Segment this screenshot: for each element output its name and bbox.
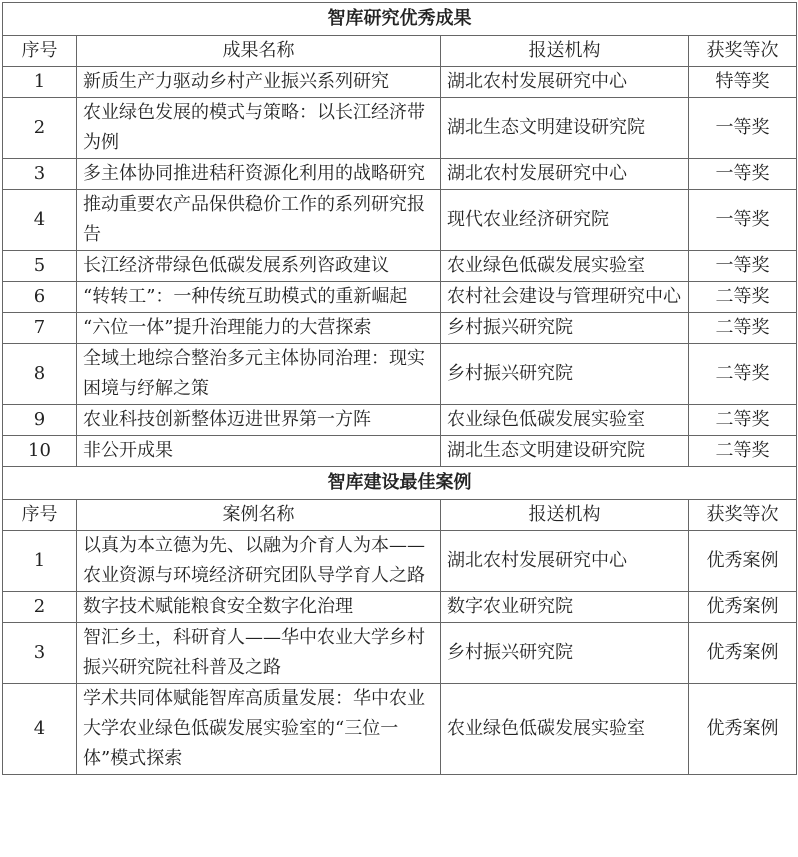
row-number: 3 <box>3 159 77 190</box>
award-level: 二等奖 <box>689 282 797 313</box>
row-number: 1 <box>3 531 77 592</box>
award-level: 二等奖 <box>689 313 797 344</box>
award-level: 特等奖 <box>689 67 797 98</box>
table-row <box>3 436 797 467</box>
section-title: 智库研究优秀成果 <box>3 3 797 36</box>
column-header-org: 报送机构 <box>441 36 689 67</box>
row-number: 3 <box>3 623 77 684</box>
submitting-org: 农业绿色低碳发展实验室 <box>441 684 689 775</box>
result-name: 推动重要农产品保供稳价工作的系列研究报告 <box>77 190 441 251</box>
header-row <box>3 36 797 67</box>
section-title: 智库建设最佳案例 <box>3 467 797 500</box>
table-row <box>3 282 797 313</box>
award-level: 优秀案例 <box>689 531 797 592</box>
result-name: 学术共同体赋能智库高质量发展：华中农业大学农业绿色低碳发展实验室的“三位一体”模式探索 <box>77 684 441 775</box>
table-row <box>3 190 797 251</box>
award-level: 二等奖 <box>689 344 797 405</box>
result-name: 全域土地综合整治多元主体协同治理：现实困境与纾解之策 <box>77 344 441 405</box>
result-name: 农业科技创新整体迈进世界第一方阵 <box>77 405 441 436</box>
row-number: 9 <box>3 405 77 436</box>
section-title-row <box>3 3 797 36</box>
column-header-no: 序号 <box>3 36 77 67</box>
table-row <box>3 623 797 684</box>
row-number: 8 <box>3 344 77 405</box>
submitting-org: 现代农业经济研究院 <box>441 190 689 251</box>
result-name: 长江经济带绿色低碳发展系列咨政建议 <box>77 251 441 282</box>
column-header-award: 获奖等次 <box>689 500 797 531</box>
row-number: 4 <box>3 190 77 251</box>
submitting-org: 乡村振兴研究院 <box>441 623 689 684</box>
submitting-org: 农村社会建设与管理研究中心 <box>441 282 689 313</box>
submitting-org: 湖北农村发展研究中心 <box>441 531 689 592</box>
submitting-org: 乡村振兴研究院 <box>441 344 689 405</box>
row-number: 1 <box>3 67 77 98</box>
table-row <box>3 159 797 190</box>
row-number: 2 <box>3 592 77 623</box>
column-header-no: 序号 <box>3 500 77 531</box>
result-name: “六位一体”提升治理能力的大营探索 <box>77 313 441 344</box>
submitting-org: 湖北农村发展研究中心 <box>441 159 689 190</box>
award-level: 二等奖 <box>689 436 797 467</box>
table-row <box>3 67 797 98</box>
table-row <box>3 405 797 436</box>
row-number: 4 <box>3 684 77 775</box>
award-level: 一等奖 <box>689 159 797 190</box>
row-number: 5 <box>3 251 77 282</box>
section-title-row <box>3 467 797 500</box>
award-level: 优秀案例 <box>689 623 797 684</box>
award-level: 一等奖 <box>689 98 797 159</box>
result-name: 农业绿色发展的模式与策略：以长江经济带为例 <box>77 98 441 159</box>
award-level: 二等奖 <box>689 405 797 436</box>
row-number: 7 <box>3 313 77 344</box>
submitting-org: 数字农业研究院 <box>441 592 689 623</box>
table-row <box>3 251 797 282</box>
submitting-org: 农业绿色低碳发展实验室 <box>441 251 689 282</box>
result-name: 非公开成果 <box>77 436 441 467</box>
submitting-org: 湖北生态文明建设研究院 <box>441 436 689 467</box>
column-header-name: 案例名称 <box>77 500 441 531</box>
result-name: 数字技术赋能粮食安全数字化治理 <box>77 592 441 623</box>
result-name: 智汇乡土，科研育人——华中农业大学乡村振兴研究院社科普及之路 <box>77 623 441 684</box>
table-row <box>3 684 797 775</box>
row-number: 2 <box>3 98 77 159</box>
header-row <box>3 500 797 531</box>
table-row <box>3 592 797 623</box>
award-level: 优秀案例 <box>689 684 797 775</box>
award-level: 优秀案例 <box>689 592 797 623</box>
submitting-org: 湖北农村发展研究中心 <box>441 67 689 98</box>
submitting-org: 农业绿色低碳发展实验室 <box>441 405 689 436</box>
column-header-name: 成果名称 <box>77 36 441 67</box>
column-header-award: 获奖等次 <box>689 36 797 67</box>
column-header-org: 报送机构 <box>441 500 689 531</box>
row-number: 10 <box>3 436 77 467</box>
result-name: 多主体协同推进秸秆资源化利用的战略研究 <box>77 159 441 190</box>
submitting-org: 乡村振兴研究院 <box>441 313 689 344</box>
table-row <box>3 313 797 344</box>
row-number: 6 <box>3 282 77 313</box>
award-level: 一等奖 <box>689 251 797 282</box>
awards-table-body <box>3 3 797 775</box>
awards-table <box>2 2 797 775</box>
result-name: 新质生产力驱动乡村产业振兴系列研究 <box>77 67 441 98</box>
submitting-org: 湖北生态文明建设研究院 <box>441 98 689 159</box>
result-name: 以真为本立德为先、以融为介育人为本——农业资源与环境经济研究团队导学育人之路 <box>77 531 441 592</box>
result-name: “转转工”：一种传统互助模式的重新崛起 <box>77 282 441 313</box>
table-row <box>3 531 797 592</box>
table-row <box>3 98 797 159</box>
award-level: 一等奖 <box>689 190 797 251</box>
table-row <box>3 344 797 405</box>
